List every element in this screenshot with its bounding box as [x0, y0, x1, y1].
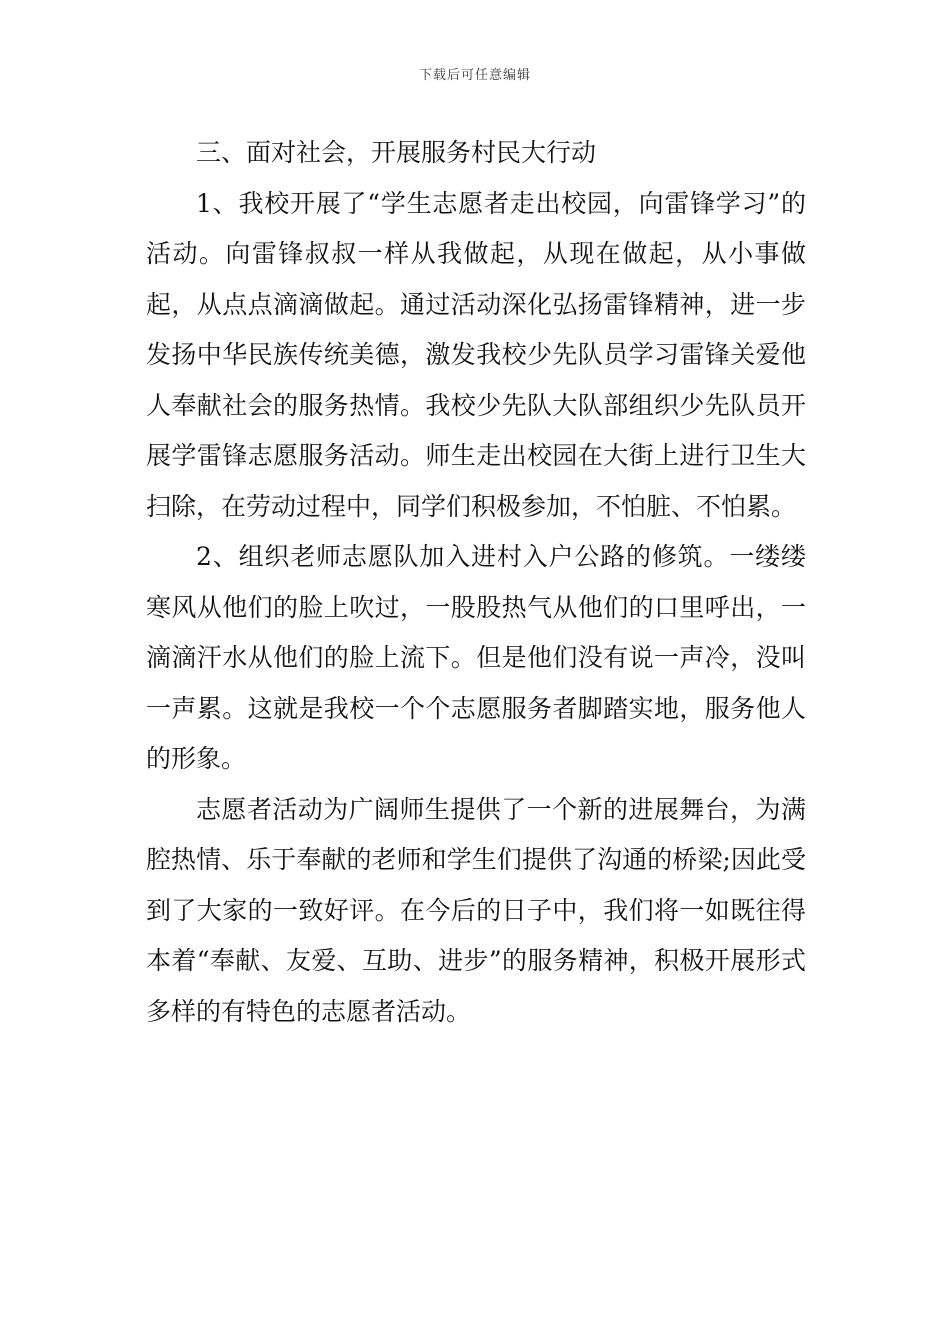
- header-note: 下载后可任意编辑: [418, 68, 531, 83]
- document-body: [146, 128, 806, 1037]
- paragraph-1: 1、我校开展了“学生志愿者走出校园，向雷锋学习”的活动。向雷锋叔叔一样从我做起，从现在做起，从小事做起，从点点滴滴做起。通过活动深化弘扬雷锋精神，进一步发扬中华民族传统美德，激发我校少先队员学习雷锋关爱他人奉献社会的服务热情。我校少先队大队部组织少先队员开展学雷锋志愿服务活动。师生走出校园在大街上进行卫生大扫除，在劳动过程中，同学们积极参加，不怕脏、不怕累。: [146, 188, 806, 521]
- paragraph-2: 2、组织老师志愿队加入进村入户公路的修筑。一缕缕寒风从他们的脸上吹过，一股股热气从他们的口里呼出，一滴滴汗水从他们的脸上流下。但是他们没有说一声冷，没叫一声累。这就是我校一个个志愿服务者脚踏实地，服务他人的形象。: [146, 542, 806, 773]
- paragraph-3: 志愿者活动为广阔师生提供了一个新的进展舞台，为满腔热情、乐于奉献的老师和学生们提供了沟通的桥梁;因此受到了大家的一致好评。在今后的日子中，我们将一如既往得本着“奉献、友爱、互助、进步”的服务精神，积极开展形式多样的有特色的志愿者活动。: [146, 794, 806, 1026]
- section-heading: 三、面对社会，开展服务村民大行动: [196, 138, 597, 167]
